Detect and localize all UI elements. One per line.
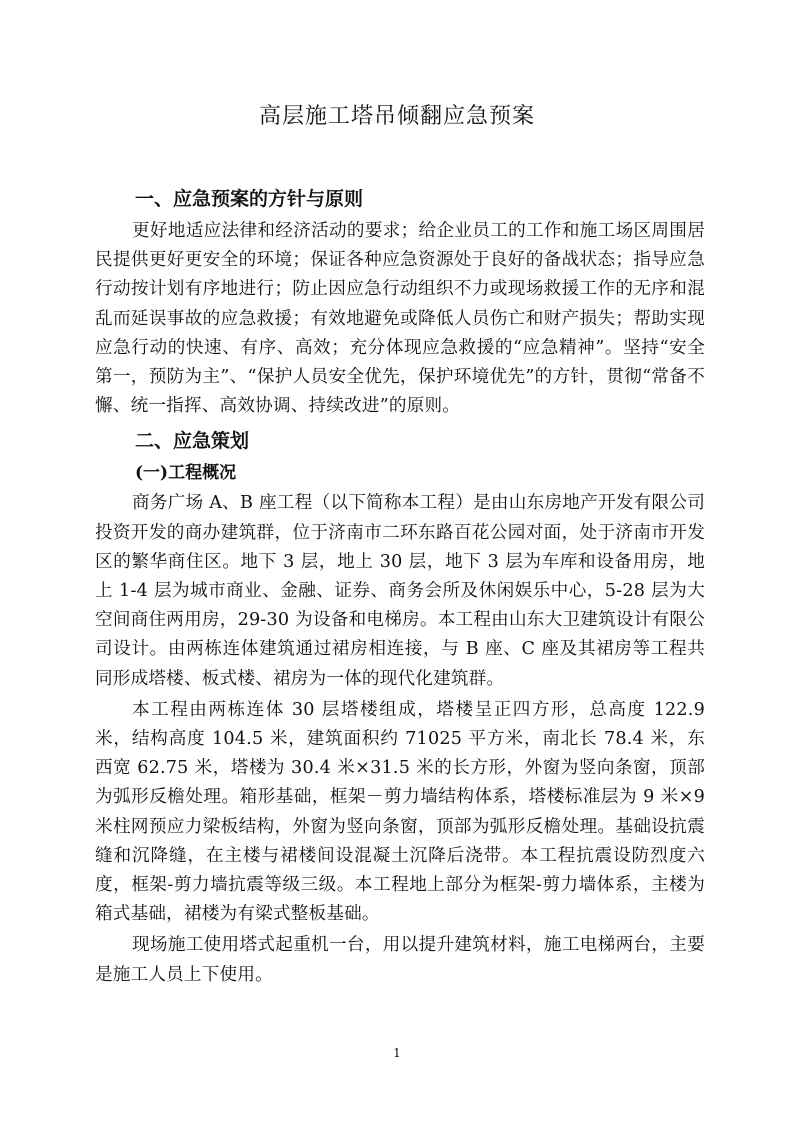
paragraph-principles: 更好地适应法律和经济活动的要求；给企业员工的工作和施工场区周围居民提供更好更安全的环境；保证各种应急资源处于良好的备战状态；指导应急行动按计划有序地进行；防止因应急行动组织不力或现场救援工作的无序和混乱而延误事故的应急救援；有效地避免或降低人员伤亡和财产损失；帮助实现应急行动的快速、有序、高效；充分体现应急救援的“应急精神”。坚持“安全第一，预防为主”、“保护人员安全优先，保护环境优先”的方针，贯彻“常备不懈、统一指挥、高效协调、持续改进”的原则。 [95, 221, 705, 417]
section-heading-planning: 二、应急策划 [135, 430, 250, 453]
page-number: 1 [393, 1046, 401, 1060]
document-title: 高层施工塔吊倾翻应急预案 [258, 104, 535, 129]
section-heading-principles: 一、应急预案的方针与原则 [135, 188, 364, 210]
paragraph-overview-1: 商务广场 A、B 座工程（以下简称本工程）是由山东房地产开发有限公司投资开发的商办建筑群，位于济南市二环东路百花公园对面，处于济南市开发区的繁华商住区。地下 3 层，地上 30 层，地下 3 层为车库和设备用房，地上 1-4 层为城市商业、金融、证券、商务会所及休闲娱乐中心，5-28 层为大空间商住两用房，29-30 为设备和电梯房。本工程由山东大卫建筑设计有限公司设计。由两栋连体建筑通过裙房相连接，与 B 座、C 座及其裙房等工程共同形成塔楼、板式楼、裙房为一体的现代化建筑群。 [95, 493, 705, 689]
paragraph-overview-3: 现场施工使用塔式起重机一台，用以提升建筑材料，施工电梯两台，主要是施工人员上下使用。 [95, 935, 705, 985]
paragraph-overview-2: 本工程由两栋连体 30 层塔楼组成，塔楼呈正四方形，总高度 122.9 米，结构高度 104.5 米，建筑面积约 71025 平方米，南北长 78.4 米，东西宽 62.75 米，塔楼为 30.4 米×31.5 米的长方形，外窗为竖向条窗，顶部为弧形反檐处理。箱形基础，框架－剪力墙结构体系，塔楼标准层为 9 米×9 米柱网预应力梁板结构，外窗为竖向条窗，顶部为弧形反檐处理。基础设抗震缝和沉降缝，在主楼与裙楼间设混凝土沉降后浇带。本工程抗震设防烈度六度，框架-剪力墙抗震等级三级。本工程地上部分为框架-剪力墙体系，主楼为箱式基础，裙楼为有梁式整板基础。 [95, 699, 705, 925]
document-body [95, 183, 705, 990]
subsection-heading-overview: (一)工程概况 [135, 463, 237, 484]
